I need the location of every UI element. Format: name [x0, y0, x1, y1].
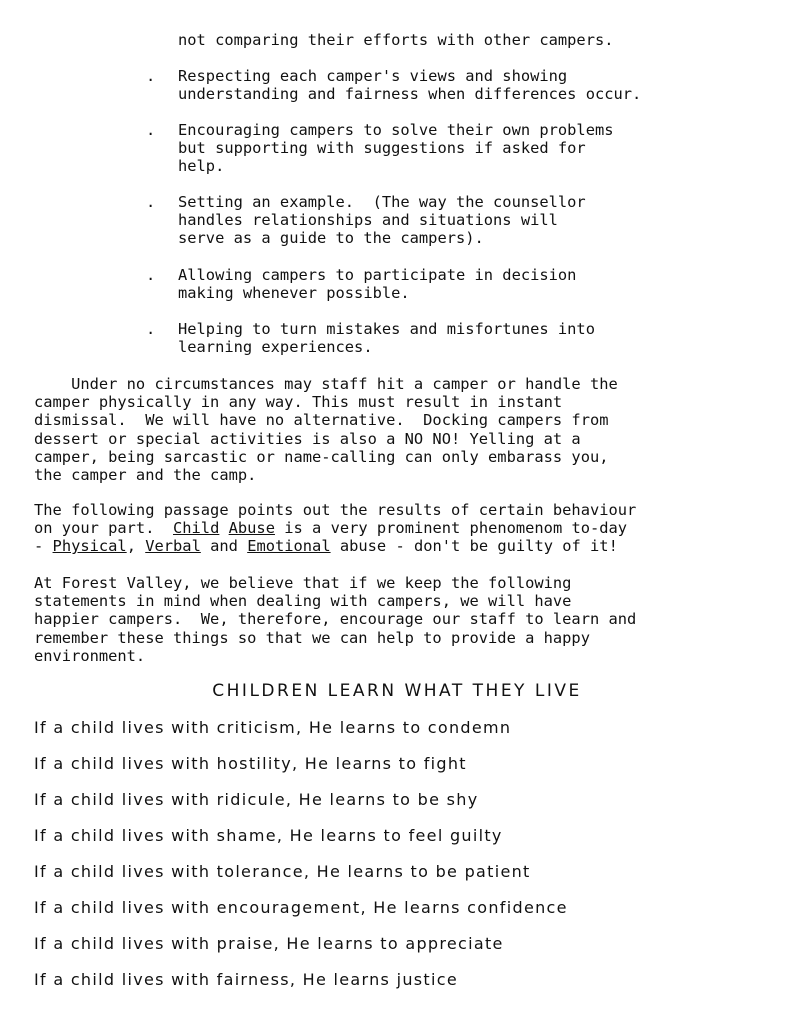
abuse-term: Abuse — [228, 519, 275, 538]
bullet-marker: . — [146, 67, 156, 85]
bullet-marker: . — [146, 193, 156, 211]
child-term: Child — [173, 519, 220, 538]
verbal-term: Verbal — [145, 537, 201, 556]
poem-line: If a child lives with ridicule, He learns to be shy — [34, 790, 479, 809]
bullet-marker: . — [146, 121, 156, 139]
bullet-text: Allowing campers to participate in decision making whenever possible. — [178, 266, 577, 303]
poem-title: CHILDREN LEARN WHAT THEY LIVE — [212, 681, 582, 701]
bullet-text: Encouraging campers to solve their own problems but supporting with suggestions if asked for help. — [178, 121, 614, 176]
abuse-paragraph: The following passage points out the results of certain behaviour on your part. Child Abuse is a very prominent phenomenom to-day - Physical, Verbal and Emotional abuse - don't be guilty of it! — [34, 501, 637, 556]
bullet-text: Helping to turn mistakes and misfortunes into learning experiences. — [178, 320, 595, 357]
emotional-term: Emotional — [247, 537, 331, 556]
bullet-text: Respecting each camper's views and showing understanding and fairness when differences occur. — [178, 67, 642, 104]
physical-term: Physical — [52, 537, 127, 556]
poem-line: If a child lives with tolerance, He learns to be patient — [34, 862, 531, 881]
discipline-paragraph: Under no circumstances may staff hit a camper or handle the camper physically in any way. This must result in instant dismissal. We will have no alternative. Docking campers from dessert or special activities is also a NO NO! Yelling at a camper, being sarcastic or name-calling can only embarass you, the camper and the camp. — [34, 375, 618, 485]
bullet-text: Setting an example. (The way the counsellor handles relationships and situations will serve as a guide to the campers). — [178, 193, 586, 248]
poem-line: If a child lives with criticism, He learns to condemn — [34, 718, 512, 737]
intro-line: not comparing their efforts with other campers. — [178, 31, 614, 49]
poem-line: If a child lives with fairness, He learns justice — [34, 970, 458, 989]
poem-line: If a child lives with shame, He learns to feel guilty — [34, 826, 503, 845]
bullet-marker: . — [146, 266, 156, 284]
bullet-marker: . — [146, 320, 156, 338]
forest-valley-paragraph: At Forest Valley, we believe that if we keep the following statements in mind when dealing with campers, we will have happier campers. We, therefore, encourage our staff to learn and remember these things so that we can help to provide a happy environment. — [34, 574, 637, 665]
poem-line: If a child lives with encouragement, He learns confidence — [34, 898, 568, 917]
poem-line: If a child lives with praise, He learns to appreciate — [34, 934, 504, 953]
poem-line: If a child lives with hostility, He learns to fight — [34, 754, 467, 773]
